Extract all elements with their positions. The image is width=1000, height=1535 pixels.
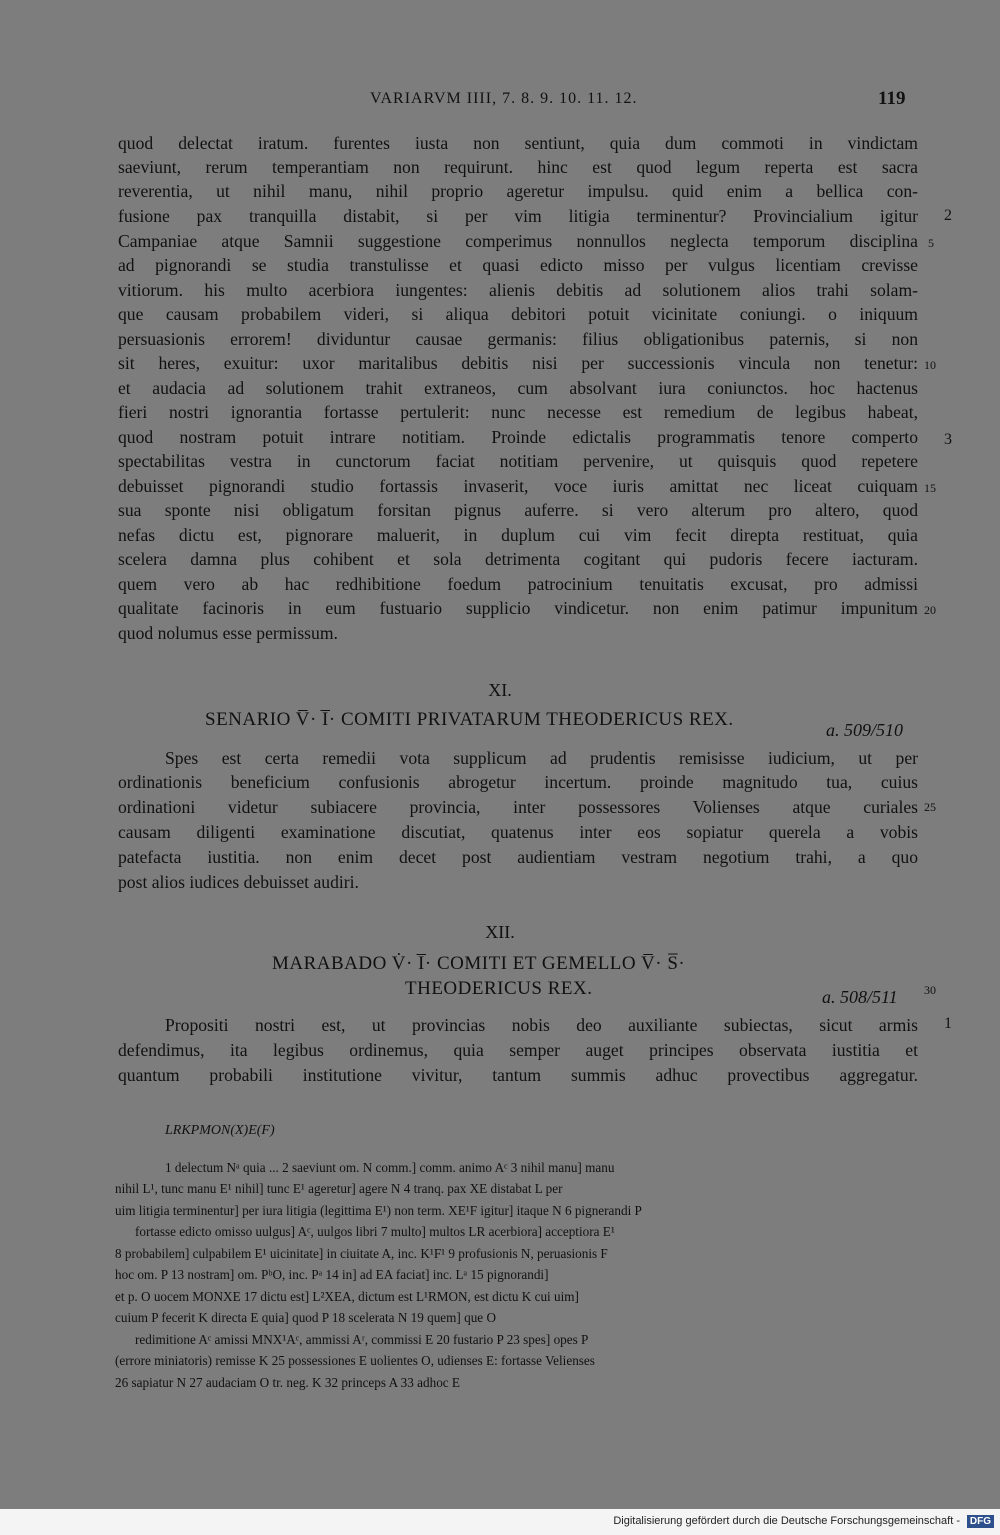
line-number: 5 (928, 236, 934, 250)
letter-date: a. 509/510 (826, 720, 904, 740)
apparatus-line: 26 sapiatur N 27 audaciam O tr. neg. K 32 princeps A 33 adhoc E (115, 1375, 460, 1390)
text-line: quantum probabili institutione vivitur, tantum summis adhuc provectibus aggregatur. (118, 1065, 918, 1085)
text-line: Spes est certa remedii vota supplicum ad prudentis remisisse iudicium, ut per (165, 748, 918, 768)
line-number: 15 (924, 481, 936, 495)
text-line: ordinationis beneficium confusionis abrogetur incertum. proinde magnitudo tua, cuius (118, 772, 918, 792)
text-line: et audacia ad solutionem trahit extraneos, cum absolvant iura coniunctos. hoc hactenus (118, 378, 918, 398)
letter-date: a. 508/511 (822, 987, 898, 1007)
dfg-logo: DFG (967, 1515, 994, 1528)
text-line: defendimus, ita legibus ordinemus, quia semper auget principes observata iustitia et (118, 1040, 918, 1060)
text-line: scelera damna plus cohibent et sola detrimenta cogitant qui pudoris fecere iacturam. (118, 549, 918, 569)
text-line: Campaniae atque Samnii suggestione comperimus nonnullos neglecta temporum disciplina (118, 231, 918, 251)
text-line: que causam probabilem videri, si aliqua debitori potuit vicinitate coniungi. o iniquum (118, 304, 918, 324)
text-line: Propositi nostri est, ut provincias nobis deo auxiliante subiectas, sicut armis (165, 1015, 918, 1035)
text-line: fieri nostri ignorantia fortasse pertulerit: nunc necesse est remedium de legibus habeat, (118, 402, 918, 422)
text-line: quod delectat iratum. furentes iusta non sentiunt, quia dum commoti in vindictam (118, 133, 918, 153)
footer-text: Digitalisierung gefördert durch die Deutsche Forschungsgemeinschaft - (613, 1515, 960, 1527)
text-line: nefas dictu est, pignorare maluerit, in duplum cui vim fecit direpta restituat, quia (118, 525, 918, 545)
text-line: causam diligenti examinatione discutiat, quatenus inter eos sopiatur querela a vobis (118, 822, 918, 842)
running-title: VARIARVM IIII, 7. 8. 9. 10. 11. 12. (370, 90, 638, 107)
text-line: ad pignorandi se studia transtulisse et quasi edicto misso per vulgus licentiam crevisse (118, 255, 918, 275)
text-line: persuasionis errorem! dividuntur causae germanis: filius obligationibus paternis, si non (118, 329, 918, 349)
section-number: 1 (944, 1015, 952, 1032)
text-line: vitiorum. his multo acerbiora iungentes: alienis debitis ad solutionem alios trahi solam- (118, 280, 918, 300)
line-number: 20 (924, 603, 936, 617)
text-line: fusione pax tranquilla distabit, si per vim litigia terminentur? Provincialium igitur (118, 206, 918, 226)
line-number: 10 (924, 358, 936, 372)
letter-heading: SENARIO V̅· I̅· COMITI PRIVATARUM THEODERICUS REX. (205, 709, 734, 730)
apparatus-line: nihil L¹, tunc manu E¹ nihil] tunc E¹ ageretur] agere N 4 tranq. pax XE distabat L per (115, 1181, 563, 1196)
page-number: 119 (878, 88, 906, 109)
text-line: sit heres, exuitur: uxor maritalibus debitis nisi per successionis vincula non tenetur: (118, 353, 918, 373)
apparatus-line: 1 delectum Nᵃ quia ... 2 saeviunt om. N comm.] comm. animo Aᶜ 3 nihil manu] manu (165, 1160, 615, 1175)
text-line: quod nolumus esse permissum. (118, 623, 338, 643)
text-line: reverentia, ut nihil manu, nihil proprio ageretur impulsu. quid enim a bellica con- (118, 181, 918, 201)
apparatus-line: redimitione Aᶜ amissi MNX¹Aᶜ, ammissi Aʳ, commissi E 20 fustario P 23 spes] opes P (135, 1332, 589, 1347)
apparatus-sigla: LRKPMON(X)E(F) (165, 1123, 275, 1138)
text-line: quem vero ab hac redhibitione foedum patrocinium tenuitatis excusat, pro admissi (118, 574, 918, 594)
text-line: quod nostram potuit intrare notitiam. Proinde edictalis programmatis tenore comperto (118, 427, 918, 447)
text-line: ordinationi videtur subiacere provincia, inter possessores Volienses atque curiales (118, 797, 918, 817)
line-number: 25 (924, 800, 936, 814)
text-line: post alios iudices debuisset audiri. (118, 872, 359, 892)
letter-number: XI. (488, 680, 512, 700)
apparatus-line: fortasse edicto omisso uulgus] Aᶜ, uulgos libri 7 multo] multos LR acerbiora] acceptiora E¹ (135, 1224, 615, 1239)
apparatus-line: cuium P fecerit K directa E quia] quod P 18 scelerata N 19 quem] que O (115, 1310, 496, 1325)
digitization-footer (0, 1509, 1000, 1535)
apparatus-line: et p. O uocem MONXE 17 dictu est] L²XEA, dictum est L¹RMON, est dictu K cui uim] (115, 1289, 579, 1304)
letter-heading: MARABADO V̇· I̅· COMITI ET GEMELLO V̅· S̅· (272, 953, 686, 974)
section-number: 2 (944, 207, 952, 224)
text-line: patefacta iustitia. non enim decet post audientiam vestram negotium trahi, a quo (118, 847, 918, 867)
text-line: sua sponte nisi obligatum forsitan pignus auferre. si vero alterum pro altero, quod (118, 500, 918, 520)
apparatus-line: uim litigia terminentur] per iura litigia (legittima E¹) non term. XE¹F igitur] itaque N 6 pignerandi P (115, 1203, 642, 1218)
text-line: qualitate facinoris in eum fustuario supplicio vindicetur. non enim patimur impunitum (118, 598, 918, 618)
line-number: 30 (924, 983, 936, 997)
text-line: debuisset pignorandi studio fortassis invaserit, voce iuris amittat nec liceat cuiquam (118, 476, 918, 496)
apparatus-line: 8 probabilem] culpabilem E¹ uicinitate] in ciuitate A, inc. K¹F¹ 9 profusionis N, peruasionis F (115, 1246, 608, 1261)
section-number: 3 (944, 431, 952, 448)
letter-number: XII. (485, 922, 515, 942)
apparatus-line: hoc om. P 13 nostram] om. PᵇO, inc. Pᵃ 14 in] ad EA faciat] inc. Lᵃ 15 pignorandi] (115, 1267, 549, 1282)
apparatus-line: (errore miniatoris) remisse K 25 possessiones E uolientes O, udienses E: fortasse Velienses (115, 1353, 595, 1368)
text-line: saeviunt, rerum temperantiam non requirunt. hinc est quod legum reperta est sacra (118, 157, 918, 177)
letter-heading: THEODERICUS REX. (405, 978, 593, 999)
text-line: spectabilitas vestra in cunctorum faciat notitiam pervenire, ut quisquis quod repetere (118, 451, 918, 471)
